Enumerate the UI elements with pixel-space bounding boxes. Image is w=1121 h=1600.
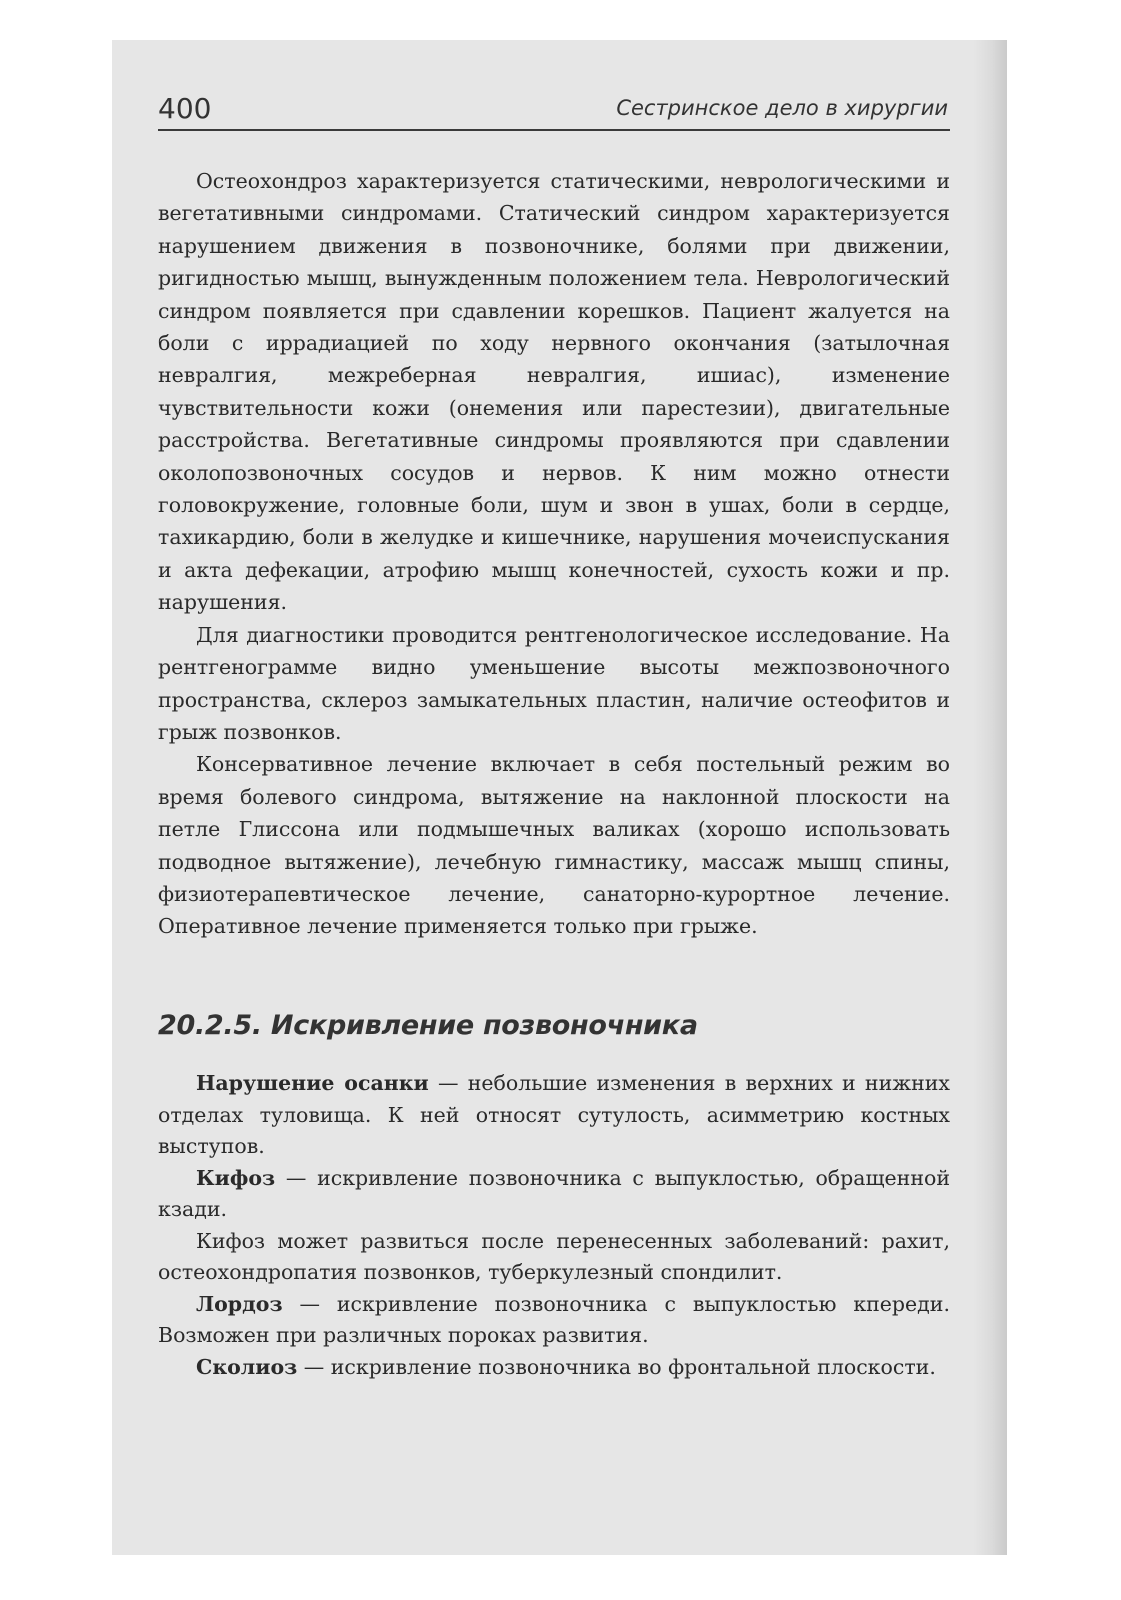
section-title: 20.2.5. Искривление позвоночника [158, 1010, 698, 1041]
definition-posture [158, 1068, 950, 1163]
definition-text: — искривление позвоночника во фронтальной плоскости. [297, 1354, 936, 1379]
definition-text: Кифоз может развиться после перенесенных заболеваний: рахит, остеохондропатия позвонков, туберкулезный спондилит. [158, 1228, 950, 1284]
book-title: Сестринское дело в хирургии [616, 96, 948, 120]
definition-text: — искривление позвоночника с выпуклостью, обращенной кзади. [158, 1165, 950, 1221]
paragraph-diagnostics: Для диагностики проводится рентгенологическое исследование. На рентгенограмме видно уменьшение высоты межпозвоночного пространства, склероз замыкательных пластин, наличие остеофитов и грыж позвонков. [158, 622, 950, 744]
definition-scoliosis [158, 1352, 950, 1384]
term-lordosis: Лордоз [196, 1291, 283, 1316]
term-posture: Нарушение осанки [196, 1071, 429, 1095]
definition-kyphosis [158, 1163, 950, 1226]
definition-text: — искривление позвоночника с выпуклостью кпереди. Возможен при различных пороках развития. [158, 1291, 950, 1347]
book-page [158, 0, 950, 1600]
header-rule [158, 129, 950, 131]
paragraph-osteochondrosis-syndromes: Остеохондроз характеризуется статическими, неврологическими и вегетативными синдромами. Статический синдром характеризуется нарушением движения в позвоночнике, болями при движении, ригидностью мышц, вынужденным положением тела. Неврологический синдром появляется при сдавлении корешков. Пациент жалуется на боли с иррадиацией по ходу нервного окончания (затылочная невралгия, межреберная невралгия, ишиас), изменение чувствительности кожи (онемения или парестезии), двигательные расстройства. Вегетативные синдромы проявляются при сдавлении околопозвоночных сосудов и нервов. К ним можно отнести головокружение, головные боли, шум и звон в ушах, боли в сердце, тахикардию, боли в желудке и кишечнике, нарушения мочеиспускания и акта дефекации, атрофию мышц конечностей, сухость кожи и пр. нарушения. [158, 169, 950, 615]
running-header [158, 88, 950, 128]
body-text [158, 165, 950, 943]
definitions-list [158, 1068, 950, 1383]
definition-lordosis [158, 1289, 950, 1352]
kyphosis-causes [158, 1226, 950, 1289]
page-edge-shadow [973, 40, 1007, 1555]
paragraph-treatment: Консервативное лечение включает в себя постельный режим во время болевого синдрома, вытяжение на наклонной плоскости на петле Глиссона или подмышечных валиках (хорошо использовать подводное вытяжение), лечебную гимнастику, массаж мышц спины, физиотерапевтическое лечение, санаторно-курортное лечение. Оперативное лечение применяется только при грыже. [158, 752, 950, 939]
term-scoliosis: Сколиоз [196, 1354, 298, 1379]
term-kyphosis: Кифоз [196, 1165, 276, 1190]
definition-text: — небольшие изменения в верхних и нижних отделах туловища. К ней относят сутулость, асимметрию костных выступов. [158, 1071, 950, 1158]
page-number: 400 [158, 92, 212, 125]
